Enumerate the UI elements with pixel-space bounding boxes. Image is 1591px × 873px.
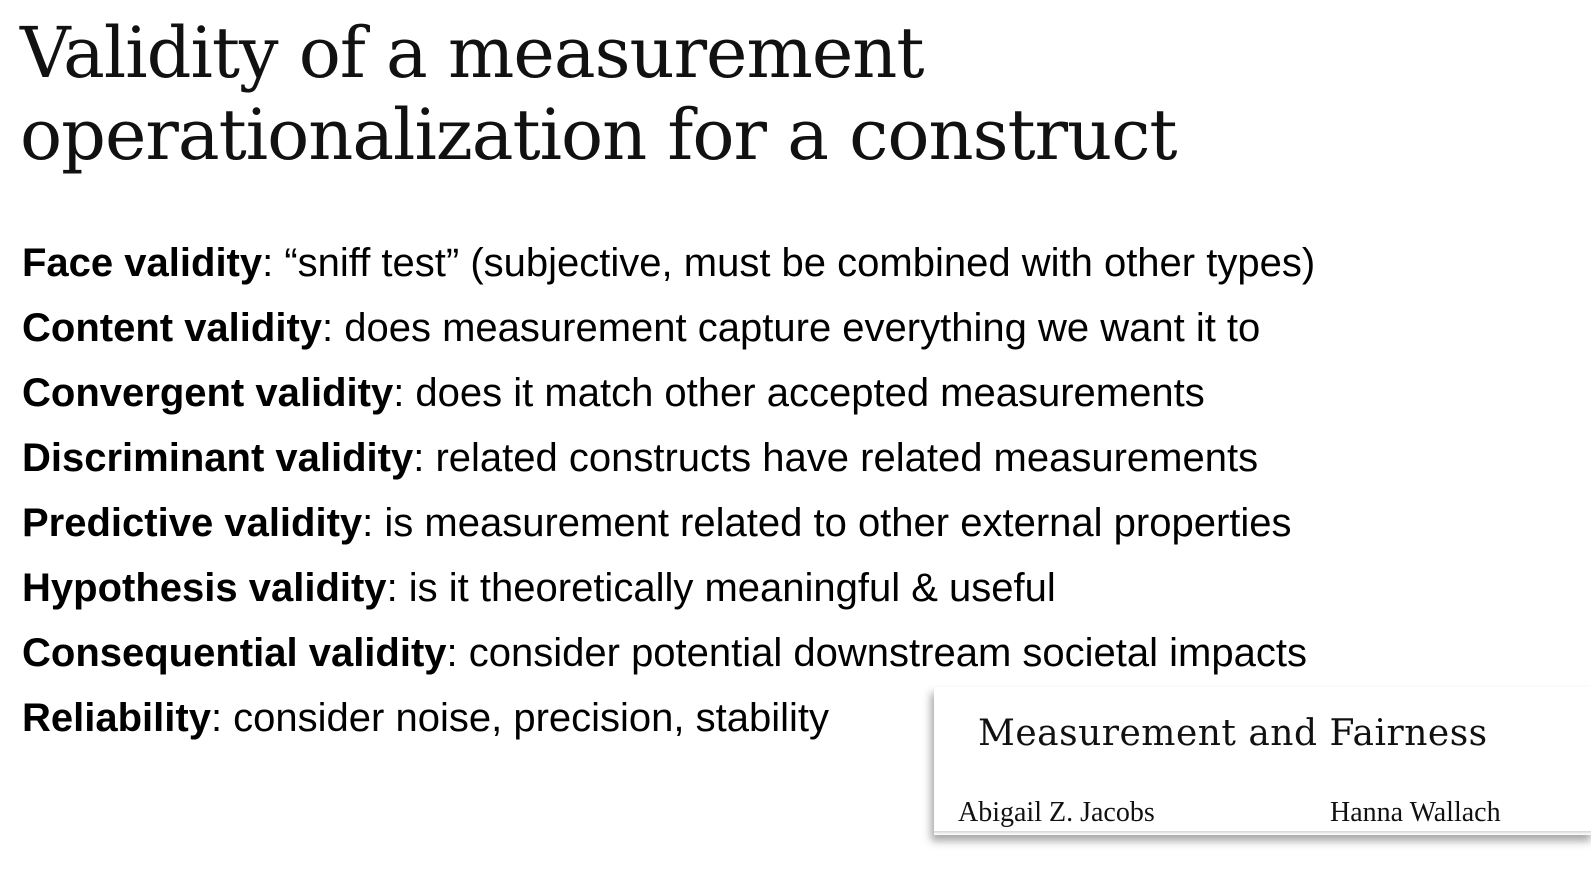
list-item-face-validity: [22, 231, 1315, 296]
term-label: Hypothesis validity: [22, 566, 387, 610]
term-label: Discriminant validity: [22, 436, 414, 480]
term-description: : does it match other accepted measurements: [393, 371, 1205, 415]
term-label: Face validity: [22, 241, 263, 285]
card-cutoff-edge: [934, 831, 1591, 835]
term-description: : is measurement related to other external properties: [362, 501, 1292, 545]
paper-author: Hanna Wallach: [1330, 797, 1501, 828]
term-label: Consequential validity: [22, 631, 447, 675]
validity-types-list: [22, 231, 1315, 751]
list-item-discriminant-validity: [22, 426, 1315, 491]
term-description: : “sniff test” (subjective, must be combined with other types): [262, 241, 1316, 285]
paper-excerpt-card: [934, 687, 1591, 835]
term-label: Content validity: [22, 306, 323, 350]
list-item-content-validity: [22, 296, 1315, 361]
slide-title: [20, 12, 1177, 176]
term-description: : related constructs have related measurements: [413, 436, 1259, 480]
paper-title: Measurement and Fairness: [978, 713, 1488, 754]
term-description: : consider potential downstream societal impacts: [446, 631, 1307, 675]
list-item-consequential-validity: [22, 621, 1315, 686]
list-item-predictive-validity: [22, 491, 1315, 556]
term-description: : consider noise, precision, stability: [210, 696, 830, 740]
slide-title-line-2: operationalization for a construct: [20, 94, 1177, 176]
list-item-hypothesis-validity: [22, 556, 1315, 621]
term-label: Predictive validity: [22, 501, 363, 545]
paper-author: Abigail Z. Jacobs: [958, 797, 1155, 828]
term-description: : is it theoretically meaningful & useful: [386, 566, 1056, 610]
slide-title-line-1: Validity of a measurement: [20, 12, 924, 94]
term-description: : does measurement capture everything we want it to: [322, 306, 1261, 350]
list-item-convergent-validity: [22, 361, 1315, 426]
term-label: Convergent validity: [22, 371, 394, 415]
term-label: Reliability: [22, 696, 211, 740]
